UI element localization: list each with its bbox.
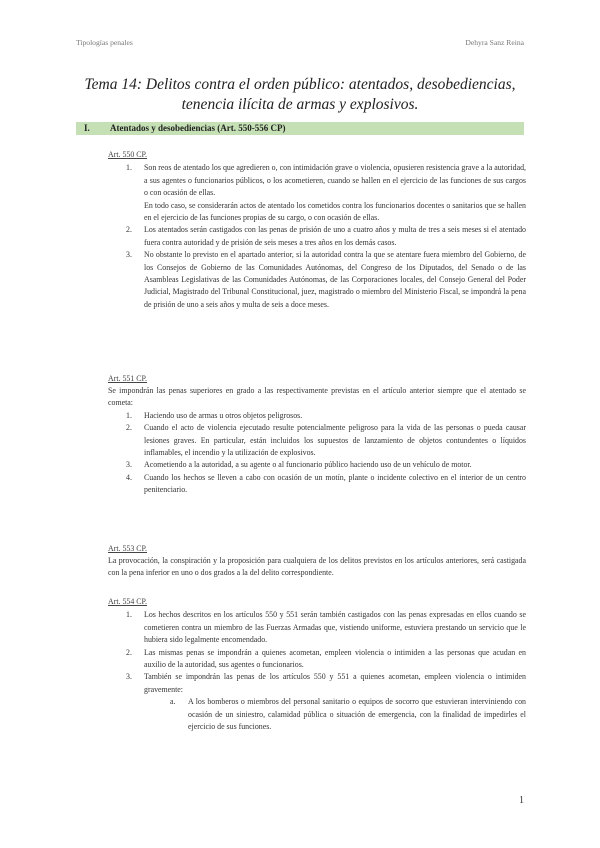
page-title xyxy=(60,75,540,115)
item-text: Los hechos descritos en los artículos 550 y 551 serán también castigados con las penas expresadas en ellos cuando se cometieren contra un miembro de las Fuerzas Armadas que, vistiendo uniforme, estuviera prestando un servicio que le hubiera sido legalmente encomendado. xyxy=(144,610,526,645)
item-number: 2. xyxy=(126,423,132,433)
list-item xyxy=(108,472,526,497)
article-ref: Art. 550 CP. xyxy=(108,150,148,159)
article-ref: Art. 553 CP. xyxy=(108,544,148,553)
list-item xyxy=(108,647,526,672)
subitem-letter: a. xyxy=(170,697,176,707)
subitem-text: A los bomberos o miembros del personal sanitario o equipos de socorro que estuvieran interviniendo con ocasión de un siniestro, calamidad pública o situación de emergencia, con la finalidad de impedirles el ejercicio de sus funciones. xyxy=(188,697,526,732)
item-extra-text: En todo caso, se considerarán actos de atentado los cometidos contra los funcionarios docentes o sanitarios que se hallen en el ejercicio de las funciones propias de su cargo, o con ocasión de ellas. xyxy=(144,200,526,223)
item-number: 1. xyxy=(126,610,132,620)
list-item xyxy=(108,671,526,696)
list-item xyxy=(108,410,526,422)
article-ref: Art. 551 CP. xyxy=(108,374,148,383)
article-554 xyxy=(108,596,526,733)
item-text: Los atentados serán castigados con las penas de prisión de uno a cuatro años y multa de tres a seis meses si el atentado fuera contra autoridad y de prisión de seis meses a tres años en los demás casos. xyxy=(144,225,526,247)
list-item xyxy=(108,422,526,459)
item-number: 3. xyxy=(126,672,132,682)
article-550 xyxy=(108,149,526,311)
item-number: 2. xyxy=(126,225,132,235)
list-item xyxy=(108,459,526,471)
item-text: También se impondrán las penas de los artículos 550 y 551 a quienes acometan, empleen violencia o intimiden gravemente: xyxy=(144,672,526,694)
section-label: Atentados y desobediencias (Art. 550-556 CP) xyxy=(110,123,286,133)
item-text: No obstante lo previsto en el apartado anterior, si la autoridad contra la que se atentare fuera miembro del Gobierno, de los Consejos de Gobierno de las Comunidades Autónomas, del Congreso de los Diputados, del Senado o de las Asambleas Legislativas de las Comunidades Autónomas, de las Corporaciones locales, del Consejo General del Poder Judicial, Magistrado del Tribunal Constitucional, juez, magistrado o miembro del Ministerio Fiscal, se impondrá la pena de prisión de uno a seis años y multa de seis a doce meses. xyxy=(144,250,526,309)
article-ref: Art. 554 CP. xyxy=(108,597,148,606)
article-551-body xyxy=(108,385,526,497)
article-intro: Se impondrán las penas superiores en grado a las respectivamente previstas en el artículo anterior siempre que el atentado se cometa: xyxy=(108,386,526,408)
item-number: 1. xyxy=(126,410,132,420)
item-number: 2. xyxy=(126,647,132,657)
sub-list-item xyxy=(108,696,526,733)
article-553-body xyxy=(108,555,526,580)
item-number: 3. xyxy=(126,250,132,260)
section-number: I. xyxy=(84,123,90,133)
item-text: Haciendo uso de armas u otros objetos peligrosos. xyxy=(144,410,303,420)
article-text: La provocación, la conspiración y la proposición para cualquiera de los delitos previstos en los artículos anteriores, será castigada con la pena inferior en uno o dos grados a la del delito correspondiente. xyxy=(108,556,526,578)
section-heading xyxy=(76,122,524,135)
item-text: Acometiendo a la autoridad, a su agente o al funcionario público haciendo uso de un vehículo de motor. xyxy=(144,460,472,470)
list-item xyxy=(108,609,526,646)
header-left: Tipologías penales xyxy=(76,38,133,47)
item-text: Cuando el acto de violencia ejecutado resulte potencialmente peligroso para la vida de las personas o pueda causar lesiones graves. En particular, están incluidos los supuestos de lanzamiento de objetos contundentes o líquidos inflamables, el incendio y la utilización de explosivos. xyxy=(144,423,526,458)
item-number: 1. xyxy=(126,163,132,173)
list-item xyxy=(108,162,526,224)
title-line-1: Tema 14: Delitos contra el orden público: atentados, desobediencias, xyxy=(84,76,516,93)
item-number: 3. xyxy=(126,460,132,470)
item-text: Las mismas penas se impondrán a quienes acometan, empleen violencia o intimiden a las personas que acudan en auxilio de la autoridad, sus agentes o funcionarios. xyxy=(144,647,526,670)
item-text: Cuando los hechos se lleven a cabo con ocasión de un motín, plante o incidente colectivo en el interior de un centro penitenciario. xyxy=(144,472,526,495)
list-item xyxy=(108,249,526,311)
title-line-2: tenencia ilícita de armas y explosivos. xyxy=(181,96,419,113)
page-number: 1 xyxy=(519,795,524,806)
item-number: 4. xyxy=(126,472,132,482)
item-text: Son reos de atentado los que agredieren o, con intimidación grave o violencia, opusieren resistencia grave a la autoridad, a sus agentes o funcionarios públicos, o los acometieren, cuando se hallen en el ejercicio de las funciones de sus cargos o con ocasión de ellas. xyxy=(144,163,526,198)
list-item xyxy=(108,224,526,249)
header-right: Dehyra Sanz Reina xyxy=(465,38,524,47)
